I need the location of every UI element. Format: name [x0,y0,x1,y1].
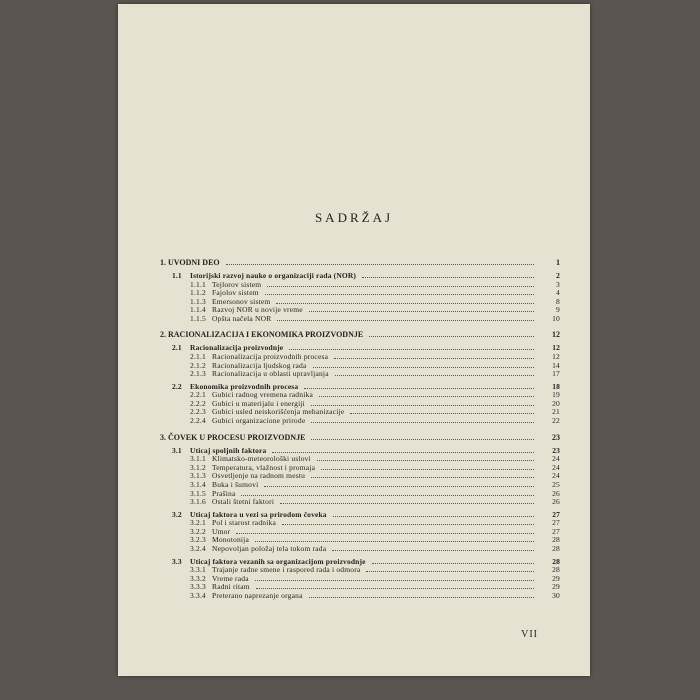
leader-dots [280,503,534,504]
subsection-label: Buka i šumovi [212,479,259,489]
page-ref: 3 [556,279,560,289]
leader-dots [334,358,534,359]
toc-chapter-row [160,258,560,268]
subsection-label: Tejlorov sistem [212,279,262,289]
page-ref: 17 [552,369,560,379]
leader-dots [289,349,534,350]
page-ref: 24 [552,471,560,481]
toc-subsection-row [160,498,560,507]
leader-dots [311,439,534,440]
toc-subsection-row [160,417,560,426]
leader-dots [332,550,534,551]
page-ref: 26 [552,488,560,498]
page-ref: 30 [552,590,560,600]
leader-dots [236,533,534,534]
subsection-label: Emersonov sistem [212,296,271,306]
subsection-title [190,545,326,554]
leader-dots [272,452,534,453]
leader-dots [333,516,534,517]
subsection-number: 3.1.3 [190,471,206,481]
page-ref: 12 [552,351,560,361]
subsection-label: Osvetljenje na radnom mestu [212,471,306,481]
page-ref: 12 [552,330,560,340]
page-ref: 23 [552,432,560,442]
subsection-label: Nepovoljan položaj tela tokom rada [212,543,327,553]
leader-dots [304,388,534,389]
page-ref: 9 [556,305,560,315]
section-number: 3.1 [172,445,182,455]
leader-dots [369,336,534,337]
subsection-label: Monotonija [212,535,249,545]
subsection-number: 2.1.1 [190,351,206,361]
toc-subsection-row [160,592,560,601]
page-ref: 23 [552,445,560,455]
leader-dots [282,524,534,525]
page-ref: 29 [552,582,560,592]
subsection-number: 3.3.4 [190,590,206,600]
subsection-number: 3.2.4 [190,543,206,553]
table-of-contents [160,258,560,600]
leader-dots [311,422,534,423]
book-page [118,4,590,676]
toc-subsection-row [160,315,560,324]
subsection-label: Trajanje radne smene i raspored rada i odmora [212,565,361,575]
page-ref: 27 [552,526,560,536]
page-ref: 26 [552,497,560,507]
section-number: 2.1 [172,343,182,353]
subsection-number: 3.2.1 [190,518,206,528]
toc-chapter-row [160,433,560,443]
subsection-number: 2.2.1 [190,390,206,400]
toc-subsection-row [160,545,560,554]
page-ref: 25 [552,479,560,489]
page-ref: 28 [552,565,560,575]
subsection-label: Fajolov sistem [212,288,259,298]
leader-dots [226,264,534,265]
page-number: VII [521,629,538,640]
page-ref: 18 [552,381,560,391]
leader-dots [311,477,534,478]
page-ref: 10 [552,313,560,323]
subsection-title [190,498,274,507]
subsection-label: Racionalizacija proizvodnih procesa [212,351,329,361]
subsection-label: Opšta načela NOR [212,313,272,323]
section-number: 3.2 [172,509,182,519]
page-ref: 20 [552,398,560,408]
page-ref: 2 [556,271,560,280]
subsection-title [190,592,303,601]
subsection-number: 3.1.4 [190,479,206,489]
section-label: Uticaj faktora vezanih sa organizacijom proizvodnje [190,556,366,566]
page-ref: 4 [556,288,560,298]
subsection-label: Vreme rada [212,573,249,583]
leader-dots [255,580,534,581]
subsection-number: 3.3.2 [190,573,206,583]
subsection-number: 3.3.1 [190,565,206,575]
leader-dots [255,541,534,542]
subsection-label: Racionalizacija ljudskog rada [212,360,307,370]
subsection-number: 1.1.1 [190,279,206,289]
page-ref: 21 [552,407,560,417]
chapter-label: 3. ČOVEK U PROCESU PROIZVODNJE [160,432,306,442]
section-label: Uticaj spoljnih faktora [190,445,267,455]
subsection-number: 3.1.6 [190,497,206,507]
page-ref: 19 [552,390,560,400]
section-label: Ekonomika proizvodnih procesa [190,381,299,391]
page-ref: 24 [552,462,560,472]
subsection-label: Preterano naprezanje organa [212,590,303,600]
leader-dots [241,495,534,496]
leader-dots [321,469,534,470]
chapter-label: 1. UVODNI DEO [160,258,220,267]
leader-dots [366,571,534,572]
page-ref: 28 [552,535,560,545]
subsection-number: 2.1.3 [190,369,206,379]
leader-dots [350,413,534,414]
leader-dots [313,367,534,368]
leader-dots [309,311,534,312]
leader-dots [335,375,534,376]
subsection-number: 3.2.3 [190,535,206,545]
subsection-label: Gubici organizacione prirode [212,416,306,426]
subsection-label: Umor [212,526,231,536]
subsection-label: Temperatura, vlažnost i promaja [212,462,316,472]
page-ref: 1 [556,258,560,267]
toc-title: SADRŽAJ [314,210,394,225]
section-label: Racionalizacija proizvodnje [190,343,284,353]
subsection-title [190,370,329,379]
leader-dots [264,486,534,487]
subsection-number: 1.1.4 [190,305,206,315]
leader-dots [311,405,534,406]
leader-dots [276,303,534,304]
subsection-number: 3.1.1 [190,454,206,464]
subsection-label: Prašina [212,488,236,498]
chapter-label: 2. RACIONALIZACIJA I EKONOMIKA PROIZVODNJE [160,330,364,340]
leader-dots [267,286,534,287]
subsection-number: 3.2.2 [190,526,206,536]
page-ref: 27 [552,518,560,528]
subsection-number: 3.3.3 [190,582,206,592]
subsection-label: Gubici usled neiskorišćenja mehanizacije [212,407,345,417]
subsection-number: 2.1.2 [190,360,206,370]
subsection-label: Razvoj NOR u novije vreme [212,305,303,315]
subsection-label: Ostali štetni faktori [212,497,275,507]
subsection-label: Klimatsko-meteorološki uslovi [212,454,311,464]
page-ref: 22 [552,416,560,426]
subsection-number: 1.1.5 [190,313,206,323]
leader-dots [319,396,534,397]
subsection-number: 2.2.2 [190,398,206,408]
subsection-label: Gubici u materijalu i energiji [212,398,305,408]
page-ref: 28 [552,556,560,566]
toc-subsection-row [160,370,560,379]
page-ref: 14 [552,360,560,370]
page-ref: 8 [556,296,560,306]
page-ref: 29 [552,573,560,583]
subsection-label: Pol i starost radnika [212,518,276,528]
subsection-label: Racionalizacija u oblasti upravljanja [212,369,329,379]
leader-dots [265,294,534,295]
section-number: 1.1 [172,271,182,280]
subsection-title [190,315,271,324]
subsection-number: 1.1.2 [190,288,206,298]
leader-dots [256,588,534,589]
section-label: Istorijski razvoj nauke o organizaciji rada (NOR) [190,271,357,280]
subsection-number: 3.1.5 [190,488,206,498]
subsection-number: 3.1.2 [190,462,206,472]
section-number: 3.3 [172,556,182,566]
leader-dots [372,563,534,564]
section-label: Uticaj faktora u vezi sa prirodom čoveka [190,509,327,519]
toc-chapter-row [160,330,560,340]
page-ref: 28 [552,543,560,553]
page-ref: 27 [552,509,560,519]
section-number: 2.2 [172,381,182,391]
leader-dots [277,320,534,321]
page-ref: 12 [552,343,560,353]
subsection-number: 2.2.3 [190,407,206,417]
subsection-title [190,417,305,426]
subsection-number: 1.1.3 [190,296,206,306]
leader-dots [362,277,534,278]
subsection-label: Radni ritam [212,582,250,592]
subsection-label: Gubici radnog vremena radnika [212,390,313,400]
page-ref: 24 [552,454,560,464]
subsection-number: 2.2.4 [190,416,206,426]
leader-dots [317,460,534,461]
leader-dots [309,597,534,598]
